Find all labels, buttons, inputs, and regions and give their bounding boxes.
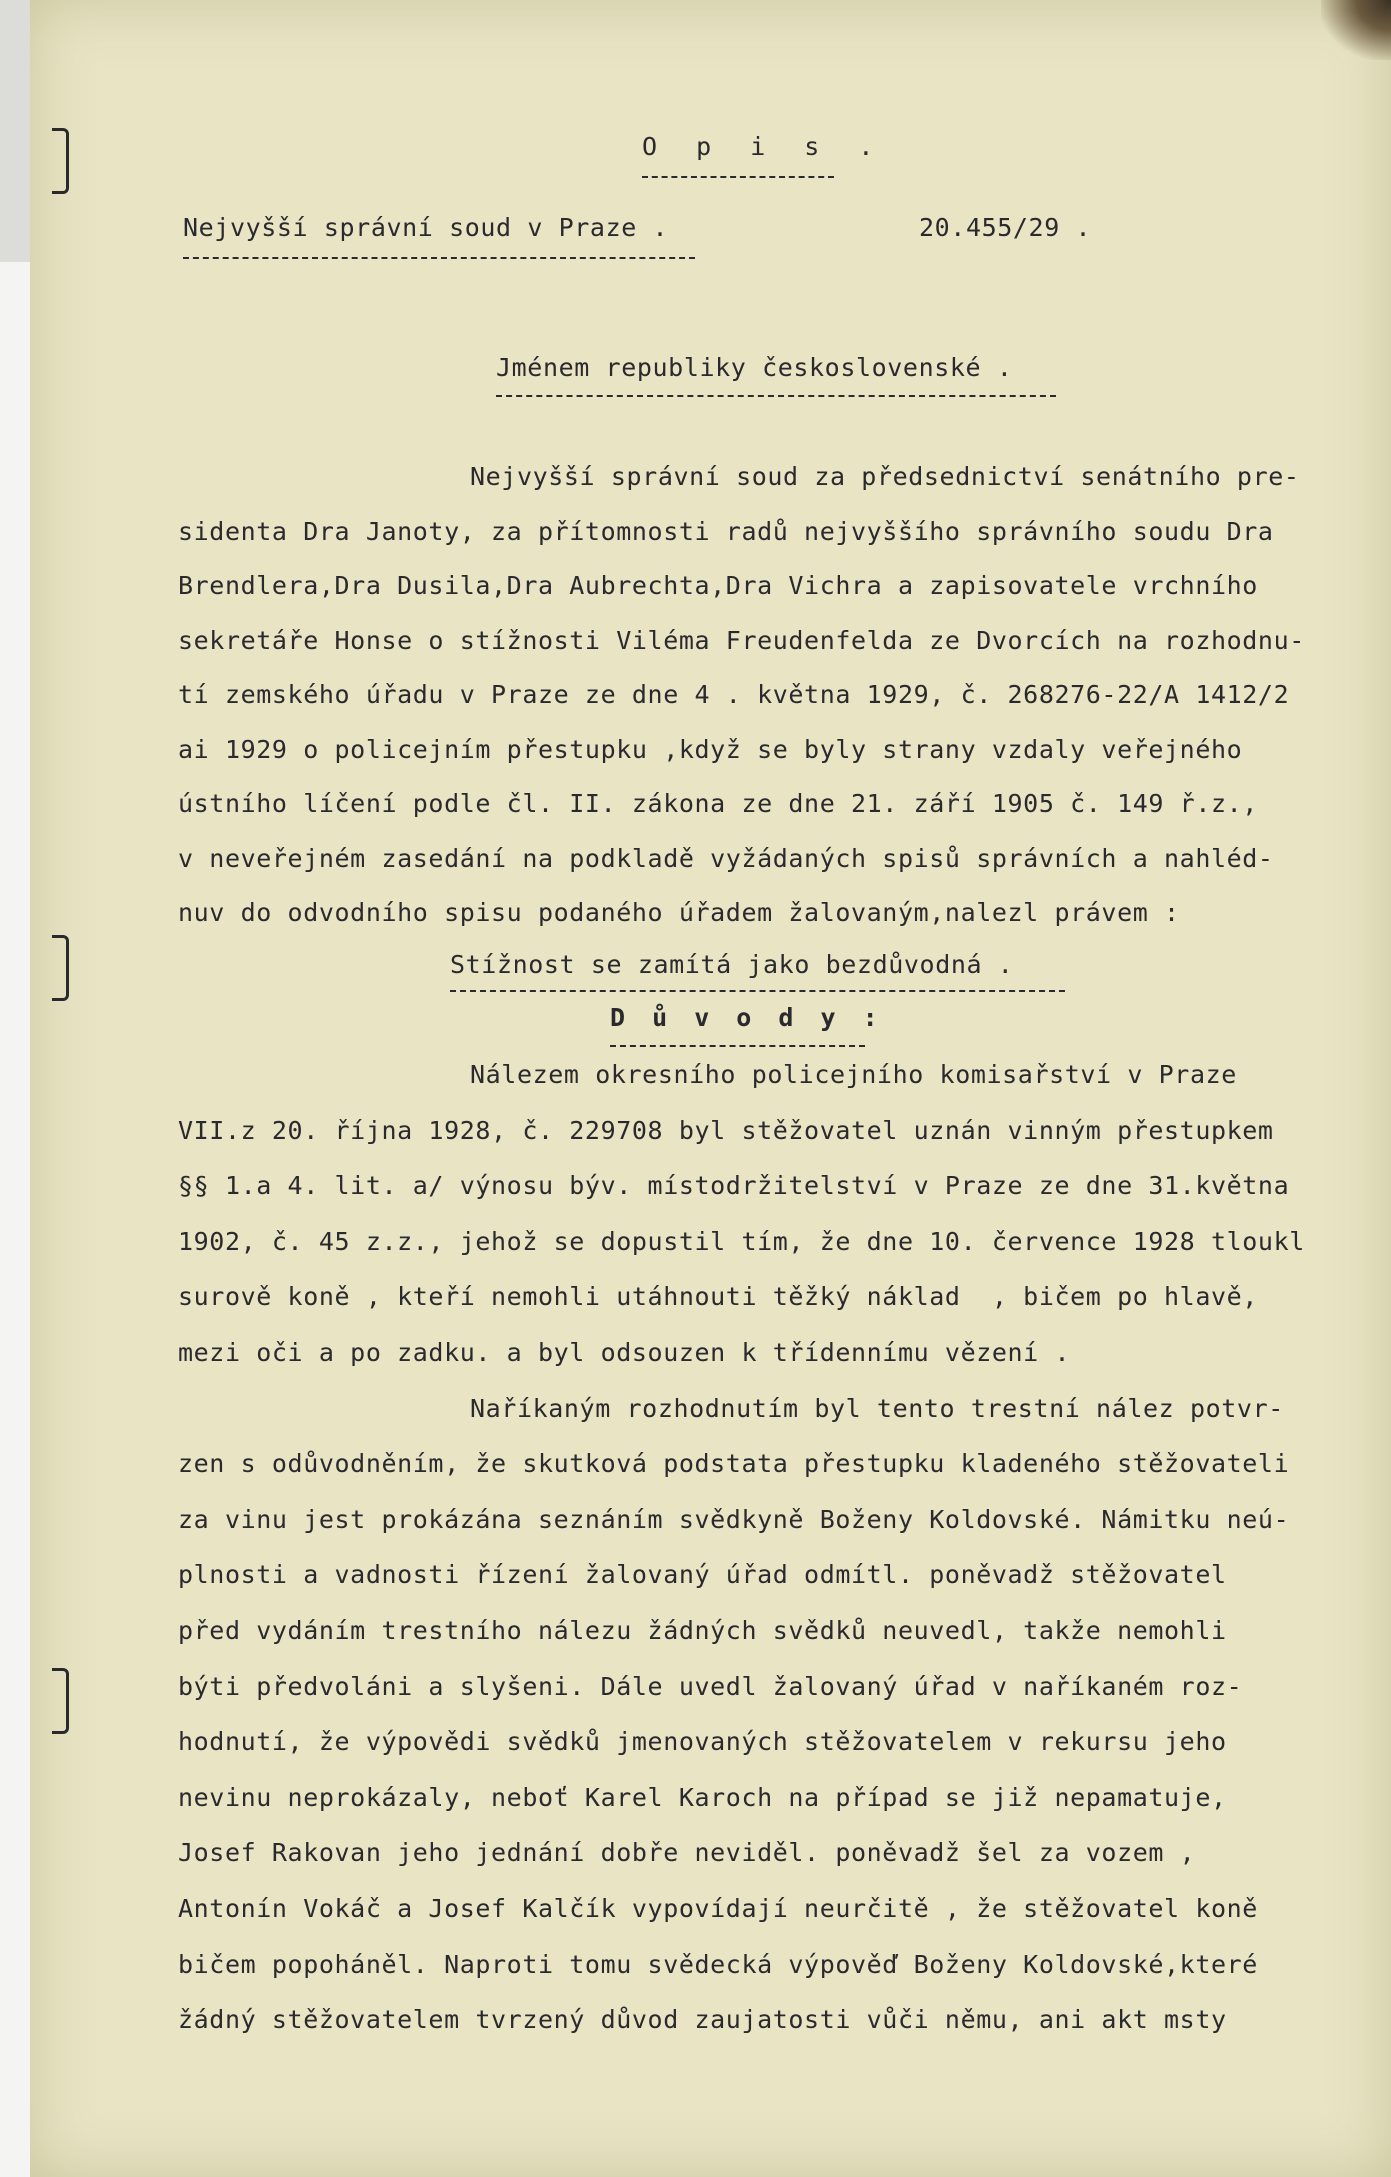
court-underline [183,257,695,259]
verdict-underline [450,990,1065,992]
heading-underline [496,395,1056,397]
binding-clip [52,1668,69,1734]
text-line: hodnutí, že výpovědi svědků jmenovaných stěžovatelem v rekursu jeho [178,1727,1227,1757]
text-line: v neveřejném zasedání na podkladě vyžádaných spisů správních a nahléd- [178,843,1274,873]
text-line: mezi oči a po zadku. a byl odsouzen k třídennímu vězení . [178,1338,1071,1367]
corner-stain [1321,0,1391,60]
text-line: nevinu neprokázaly, neboť Karel Karoch na případ se již nepamatuje, [178,1782,1227,1812]
text-line: Antonín Vokáč a Josef Kalčík vypovídají neurčitě , že stěžovatel koně [178,1894,1258,1923]
text-line: Nálezem okresního policejního komisařství v Praze [470,1060,1237,1089]
text-line: ústního líčení podle čl. II. zákona ze dne 21. září 1905 č. 149 ř.z., [178,789,1258,818]
court-name: Nejvyšší správní soud v Praze . [183,213,669,242]
title-underline [642,176,834,178]
scan-margin [0,0,30,2177]
text-line: ai 1929 o policejním přestupku ,když se byly strany vzdaly veřejného [178,734,1243,764]
reasons-heading: D ů v o d y : [610,1003,884,1032]
text-line: sidenta Dra Janoty, za přítomnosti radů nejvyššího správního soudu Dra [178,516,1274,546]
text-line: sekretáře Honse o stížnosti Viléma Freudenfelda ze Dvorcích na rozhodnu- [178,625,1305,655]
reasons-underline [610,1045,865,1047]
text-line: před vydáním trestního nálezu žádných svědků neuvedl, takže nemohli [178,1616,1227,1645]
text-line: surově koně , kteří nemohli utáhnouti těžký náklad , bičem po hlavě, [178,1282,1258,1312]
text-line: žádný stěžovatelem tvrzený důvod zaujatosti vůči němu, ani akt msty [178,2005,1227,2035]
text-line: Brendlera,Dra Dusila,Dra Aubrechta,Dra Vichra a zapisovatele vrchního [178,571,1258,600]
text-line: Josef Rakovan jeho jednání dobře neviděl. poněvadž šel za vozem , [178,1838,1196,1868]
text-line: §§ 1.a 4. lit. a/ výnosu býv. místodržitelství v Praze ze dne 31.května [178,1171,1290,1201]
text-line: plnosti a vadnosti řízení žalovaný úřad odmítl. poněvadž stěžovatel [178,1560,1227,1590]
document-page [30,0,1391,2177]
verdict: Stížnost se zamítá jako bezdůvodná . [450,950,1014,979]
text-line: zen s odůvodněním, že skutková podstata přestupku kladeného stěžovateli [178,1449,1290,1479]
text-line: 1902, č. 45 z.z., jehož se dopustil tím, že dne 10. července 1928 tloukl [178,1226,1305,1256]
heading: Jménem republiky československé . [496,353,1013,382]
text-line: za vinu jest prokázána seznáním svědkyně Boženy Koldovské. Námitku neú- [178,1504,1290,1534]
binding-clip [52,935,69,1001]
text-line: tí zemského úřadu v Praze ze dne 4 . května 1929, č. 268276-22/A 1412/2 [178,680,1290,709]
text-line: býti předvoláni a slyšeni. Dále uvedl žalovaný úřad v naříkaném roz- [178,1671,1243,1701]
text-line: VII.z 20. října 1928, č. 229708 byl stěžovatel uznán vinným přestupkem [178,1115,1274,1145]
case-number: 20.455/29 . [919,213,1092,242]
text-line: nuv do odvodního spisu podaného úřadem žalovaným,nalezl právem : [178,898,1180,927]
text-line: Nejvyšší správní soud za předsednictví senátního pre- [470,462,1300,491]
document-title: O p i s . [642,132,886,161]
text-line: Naříkaným rozhodnutím byl tento trestní nález potvr- [470,1393,1284,1423]
binding-clip [52,128,69,194]
text-line: bičem popoháněl. Naproti tomu svědecká výpověď Boženy Koldovské,které [178,1949,1258,1979]
